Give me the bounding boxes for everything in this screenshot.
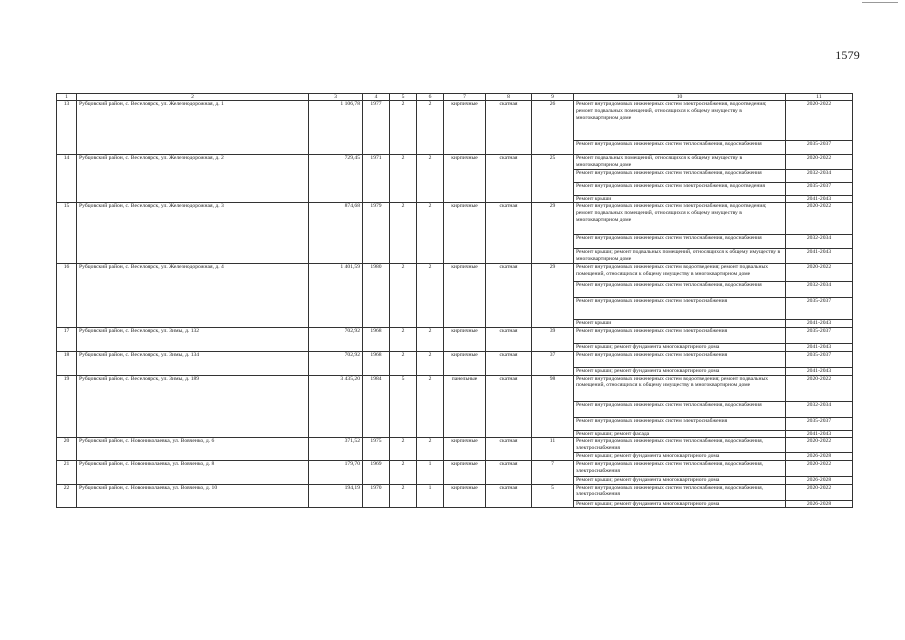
wall-material-cell: кирпичные	[444, 438, 486, 460]
column-header: 2	[77, 94, 309, 101]
floors-cell: 2	[390, 203, 417, 264]
repair-period-cell: 2026-2028	[786, 500, 853, 508]
table-row	[57, 101, 853, 141]
repair-period-cell: 2020-2022	[786, 438, 853, 453]
table-row	[57, 484, 853, 500]
apartments-cell: 98	[532, 375, 574, 438]
row-number: 18	[57, 351, 77, 375]
repair-work-cell: Ремонт внутридомовых инженерных систем электроснабжения	[574, 298, 786, 320]
floors-cell: 2	[390, 327, 417, 351]
floors-cell: 2	[390, 264, 417, 328]
roof-type-cell: скатная	[486, 375, 532, 438]
repair-period-cell: 2020-2022	[786, 203, 853, 235]
repair-period-cell: 2020-2022	[786, 264, 853, 282]
repair-work-cell: Ремонт внутридомовых инженерных систем электроснабжения	[574, 327, 786, 343]
area-cell: 1 401,59	[309, 264, 363, 328]
repair-work-cell: Ремонт крыши; ремонт фасада	[574, 430, 786, 438]
repair-period-cell: 2035-2037	[786, 351, 853, 367]
address-cell: Рубцовский район, с. Веселоярск, ул. Зимы, д. 132	[77, 327, 309, 351]
repair-period-cell: 2026-2028	[786, 452, 853, 460]
year-built-cell: 1977	[363, 101, 390, 155]
repair-period-cell: 2020-2022	[786, 155, 853, 170]
address-cell: Рубцовский район, с. Веселоярск, ул. Зимы, д. 134	[77, 351, 309, 375]
floors-cell: 2	[390, 460, 417, 484]
repair-period-cell: 2032-2034	[786, 282, 853, 298]
row-number: 21	[57, 460, 77, 484]
column-number-row	[57, 94, 853, 101]
roof-type-cell: скатная	[486, 484, 532, 508]
roof-type-cell: скатная	[486, 101, 532, 155]
table-row	[57, 203, 853, 235]
repair-work-cell: Ремонт внутридомовых инженерных систем электроснабжения, водоотведения	[574, 182, 786, 195]
repair-period-cell: 2020-2022	[786, 375, 853, 401]
repair-work-cell: Ремонт внутридомовых инженерных систем электроснабжения	[574, 351, 786, 367]
area-cell: 179,70	[309, 460, 363, 484]
address-cell: Рубцовский район, с. Веселоярск, ул. Железнодорожная, д. 2	[77, 155, 309, 203]
area-cell: 702,92	[309, 327, 363, 351]
wall-material-cell: кирпичные	[444, 155, 486, 203]
year-built-cell: 1971	[363, 155, 390, 203]
capital-repair-table	[56, 93, 853, 508]
area-cell: 371,52	[309, 438, 363, 460]
page-number: 1579	[835, 48, 860, 62]
roof-type-cell: скатная	[486, 203, 532, 264]
repair-work-cell: Ремонт подвальных помещений, относящихся к общему имуществу в многоквартирном доме	[574, 155, 786, 170]
row-number: 14	[57, 155, 77, 203]
column-header: 5	[390, 94, 417, 101]
year-built-cell: 1979	[363, 203, 390, 264]
year-built-cell: 1975	[363, 438, 390, 460]
apartments-cell: 39	[532, 327, 574, 351]
repair-period-cell: 2035-2037	[786, 182, 853, 195]
entrances-cell: 1	[417, 460, 444, 484]
repair-period-cell: 2032-2034	[786, 169, 853, 182]
repair-period-cell: 2041-2043	[786, 430, 853, 438]
apartments-cell: 26	[532, 101, 574, 155]
wall-material-cell: кирпичные	[444, 101, 486, 155]
wall-material-cell: кирпичные	[444, 484, 486, 508]
address-cell: Рубцовский район, с. Веселоярск, ул. Железнодорожная, д. 4	[77, 264, 309, 328]
row-number: 22	[57, 484, 77, 508]
roof-type-cell: скатная	[486, 155, 532, 203]
column-header: 7	[444, 94, 486, 101]
address-cell: Рубцовский район, с. Новониколаевка, ул. Вовченко, д. 8	[77, 460, 309, 484]
column-header: 1	[57, 94, 77, 101]
table-row	[57, 155, 853, 170]
table-row	[57, 264, 853, 282]
repair-work-cell: Ремонт внутридомовых инженерных систем теплоснабжения, водоснабжения	[574, 141, 786, 155]
wall-material-cell: кирпичные	[444, 460, 486, 484]
area-cell: 194,19	[309, 484, 363, 508]
apartments-cell: 5	[532, 484, 574, 508]
repair-period-cell: 2032-2034	[786, 401, 853, 417]
column-header: 6	[417, 94, 444, 101]
repair-work-cell: Ремонт крыши	[574, 195, 786, 203]
apartments-cell: 29	[532, 203, 574, 264]
floors-cell: 2	[390, 438, 417, 460]
repair-work-cell: Ремонт внутридомовых инженерных систем электроснабжения	[574, 417, 786, 430]
entrances-cell: 1	[417, 484, 444, 508]
column-header: 11	[786, 94, 853, 101]
apartments-cell: 25	[532, 155, 574, 203]
year-built-cell: 1970	[363, 484, 390, 508]
repair-work-cell: Ремонт внутридомовых инженерных систем теплоснабжения, водоснабжения, электроснабжения	[574, 438, 786, 453]
roof-type-cell: скатная	[486, 327, 532, 351]
repair-work-cell: Ремонт внутридомовых инженерных систем теплоснабжения, водоснабжения	[574, 169, 786, 182]
repair-period-cell: 2026-2028	[786, 476, 853, 484]
repair-period-cell: 2035-2037	[786, 327, 853, 343]
roof-type-cell: скатная	[486, 264, 532, 328]
year-built-cell: 1980	[363, 264, 390, 328]
column-header: 4	[363, 94, 390, 101]
row-number: 19	[57, 375, 77, 438]
year-built-cell: 1968	[363, 351, 390, 375]
repair-period-cell: 2035-2037	[786, 417, 853, 430]
address-cell: Рубцовский район, с. Веселоярск, ул. Зимы, д. 189	[77, 375, 309, 438]
apartments-cell: 11	[532, 438, 574, 460]
repair-work-cell: Ремонт внутридомовых инженерных систем теплоснабжения, водоснабжения, электроснабжения	[574, 460, 786, 476]
column-header: 9	[532, 94, 574, 101]
column-header: 8	[486, 94, 532, 101]
floors-cell: 2	[390, 101, 417, 155]
apartments-cell: 37	[532, 351, 574, 375]
apartments-cell: 7	[532, 460, 574, 484]
repair-period-cell: 2020-2022	[786, 460, 853, 476]
apartments-cell: 29	[532, 264, 574, 328]
address-cell: Рубцовский район, с. Новониколаевка, ул. Вовченко, д. 6	[77, 438, 309, 460]
area-cell: 729,45	[309, 155, 363, 203]
repair-period-cell: 2041-2043	[786, 343, 853, 351]
repair-work-cell: Ремонт внутридомовых инженерных систем теплоснабжения, водоснабжения	[574, 235, 786, 249]
repair-work-cell: Ремонт крыши; ремонт фундамента многоквартирного дома	[574, 343, 786, 351]
floors-cell: 2	[390, 155, 417, 203]
repair-period-cell: 2041-2043	[786, 320, 853, 328]
floors-cell: 2	[390, 351, 417, 375]
address-cell: Рубцовский район, с. Веселоярск, ул. Железнодорожная, д. 1	[77, 101, 309, 155]
entrances-cell: 2	[417, 264, 444, 328]
address-cell: Рубцовский район, с. Веселоярск, ул. Железнодорожная, д. 3	[77, 203, 309, 264]
roof-type-cell: скатная	[486, 460, 532, 484]
repair-period-cell: 2020-2022	[786, 101, 853, 141]
wall-material-cell: кирпичные	[444, 351, 486, 375]
repair-work-cell: Ремонт внутридомовых инженерных систем теплоснабжения, водоснабжения	[574, 401, 786, 417]
repair-period-cell: 2041-2043	[786, 367, 853, 375]
area-cell: 1 106,78	[309, 101, 363, 155]
repair-work-cell: Ремонт крыши; ремонт фундамента многоквартирного дома	[574, 452, 786, 460]
entrances-cell: 2	[417, 155, 444, 203]
repair-period-cell: 2035-2037	[786, 141, 853, 155]
roof-type-cell: скатная	[486, 438, 532, 460]
year-built-cell: 1969	[363, 460, 390, 484]
repair-work-cell: Ремонт крыши; ремонт фундамента многоквартирного дома	[574, 367, 786, 375]
repair-period-cell: 2035-2037	[786, 298, 853, 320]
repair-period-cell: 2032-2034	[786, 235, 853, 249]
entrances-cell: 2	[417, 327, 444, 351]
repair-work-cell: Ремонт внутридомовых инженерных систем электроснабжения, водоотведения; ремонт подвальных помещений, относящихся к общему имуществу в многоквартирном доме	[574, 203, 786, 235]
repair-work-cell: Ремонт крыши; ремонт фундамента многоквартирного дома	[574, 476, 786, 484]
repair-work-cell: Ремонт внутридомовых инженерных систем электроснабжения, водоотведения; ремонт подвальных помещений, относящихся к общему имуществу в многоквартирном доме	[574, 101, 786, 141]
row-number: 16	[57, 264, 77, 328]
table-row	[57, 438, 853, 453]
entrances-cell: 2	[417, 375, 444, 438]
repair-work-cell: Ремонт крыши; ремонт фундамента многоквартирного дома	[574, 500, 786, 508]
column-header: 10	[574, 94, 786, 101]
table-row	[57, 375, 853, 401]
table-row	[57, 351, 853, 367]
year-built-cell: 1984	[363, 375, 390, 438]
repair-period-cell: 2041-2043	[786, 249, 853, 264]
row-number: 15	[57, 203, 77, 264]
wall-material-cell: панельные	[444, 375, 486, 438]
table-row	[57, 327, 853, 343]
repair-work-cell: Ремонт внутридомовых инженерных систем водоотведения; ремонт подвальных помещений, относящихся к общему имуществу в многоквартирном доме	[574, 264, 786, 282]
entrances-cell: 2	[417, 351, 444, 375]
wall-material-cell: кирпичные	[444, 327, 486, 351]
area-cell: 3 435,20	[309, 375, 363, 438]
entrances-cell: 2	[417, 101, 444, 155]
table-body	[57, 94, 853, 508]
repair-period-cell: 2041-2043	[786, 195, 853, 203]
area-cell: 702,92	[309, 351, 363, 375]
repair-work-cell: Ремонт внутридомовых инженерных систем теплоснабжения, водоснабжения, электроснабжения	[574, 484, 786, 500]
repair-period-cell: 2020-2022	[786, 484, 853, 500]
repair-work-cell: Ремонт внутридомовых инженерных систем теплоснабжения, водоснабжения	[574, 282, 786, 298]
address-cell: Рубцовский район, с. Новониколаевка, ул. Вовченко, д. 10	[77, 484, 309, 508]
wall-material-cell: кирпичные	[444, 203, 486, 264]
column-header: 3	[309, 94, 363, 101]
entrances-cell: 2	[417, 203, 444, 264]
repair-work-cell: Ремонт внутридомовых инженерных систем водоотведения; ремонт подвальных помещений, относящихся к общему имуществу в многоквартирном доме	[574, 375, 786, 401]
row-number: 13	[57, 101, 77, 155]
table-row	[57, 460, 853, 476]
area-cell: 874,68	[309, 203, 363, 264]
repair-work-cell: Ремонт крыши	[574, 320, 786, 328]
row-number: 17	[57, 327, 77, 351]
entrances-cell: 2	[417, 438, 444, 460]
wall-material-cell: кирпичные	[444, 264, 486, 328]
year-built-cell: 1968	[363, 327, 390, 351]
scan-edge-mark	[862, 2, 898, 6]
floors-cell: 2	[390, 484, 417, 508]
repair-work-cell: Ремонт крыши; ремонт подвальных помещений, относящихся к общему имуществу в многоквартирном доме	[574, 249, 786, 264]
floors-cell: 5	[390, 375, 417, 438]
roof-type-cell: скатная	[486, 351, 532, 375]
row-number: 20	[57, 438, 77, 460]
